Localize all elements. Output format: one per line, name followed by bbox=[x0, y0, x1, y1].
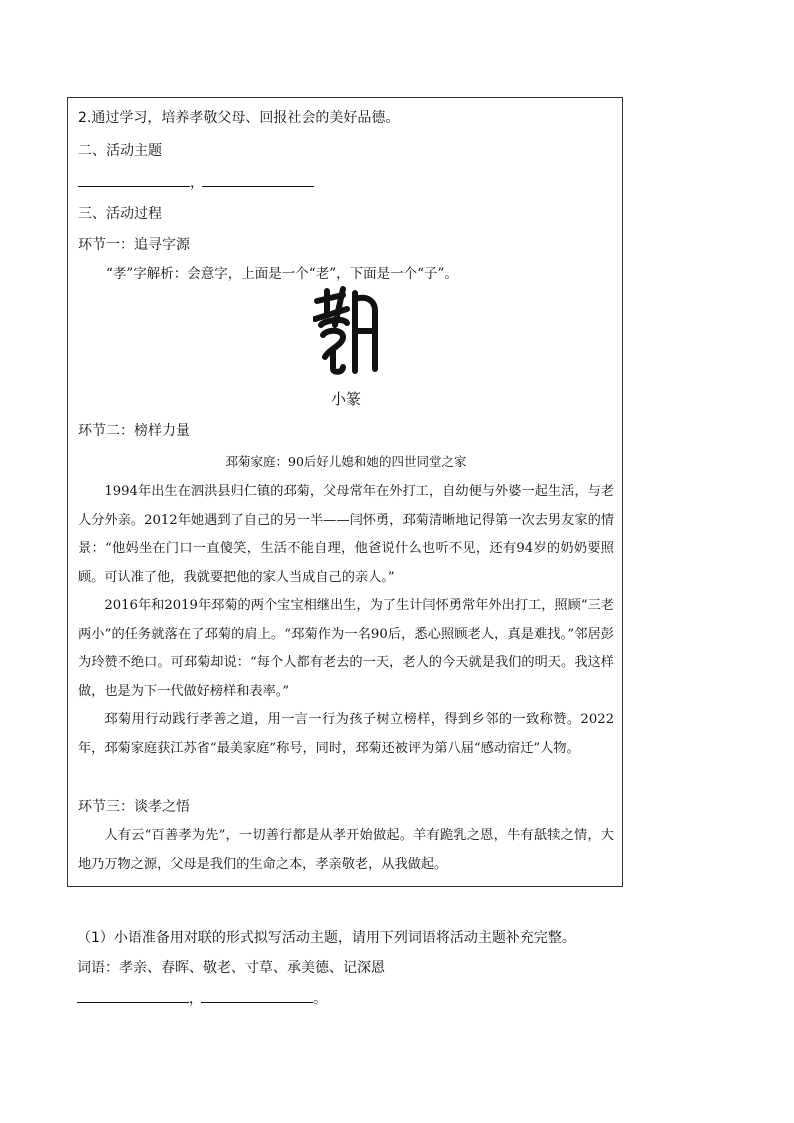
story-paragraph: 1994年出生在泗洪县归仁镇的邳菊，父母常年在外打工，自幼便与外婆一起生活，与老人分外亲。2012年她遇到了自己的另一半——闫怀勇，邳菊清晰地记得第一次去男友家的情景：“他妈坐在门口一直傻笑，生活不能自理，他爸说什么也听不见，还有94岁的奶奶要照顾。可认准了他，我就要把他的家人当成自己的亲人。” bbox=[78, 484, 614, 585]
step2-title: 环节二：榜样力量 bbox=[78, 423, 190, 439]
story-title: 邳菊家庭：90后好儿媳和她的四世同堂之家 bbox=[225, 454, 467, 469]
story-body bbox=[78, 478, 614, 763]
answer-period: 。 bbox=[313, 991, 327, 1007]
answer-comma: ， bbox=[189, 991, 203, 1007]
seal-script-xiao-character bbox=[313, 285, 379, 379]
question-words: 词语：孝亲、春晖、敬老、寸草、承美德、记深恩 bbox=[77, 960, 385, 976]
section-activity-process: 三、活动过程 bbox=[78, 206, 162, 222]
seal-caption: 小篆 bbox=[330, 390, 361, 408]
theme-blank-1[interactable] bbox=[78, 172, 190, 187]
section-activity-theme: 二、活动主题 bbox=[78, 143, 162, 159]
story-paragraph: 邳菊用行动践行孝善之道，用一言一行为孩子树立榜样，得到乡邻的一致称赞。2022年，邳菊家庭获江苏省“最美家庭”称号，同时，邳菊还被评为第八届“感动宿迁”人物。 bbox=[78, 712, 614, 756]
answer-blank-2[interactable] bbox=[201, 988, 313, 1003]
step3-body bbox=[78, 822, 614, 879]
theme-blanks bbox=[78, 172, 314, 193]
step1-text: “孝”字解析：会意字，上面是一个“老”，下面是一个“子”。 bbox=[106, 266, 458, 282]
question-text: （1）小语准备用对联的形式拟写活动主题，请用下列词语将活动主题补充完整。 bbox=[77, 930, 576, 946]
goal-2: 2.通过学习，培养孝敬父母、回报社会的美好品德。 bbox=[78, 110, 400, 126]
theme-blank-2[interactable] bbox=[202, 172, 314, 187]
story-paragraph: 2016年和2019年邳菊的两个宝宝相继出生，为了生计闫怀勇常年外出打工，照顾“三老两小”的任务就落在了邳菊的肩上。“邳菊作为一名90后，悉心照顾老人，真是难找。”邻居彭为玲赞不绝口。可邳菊却说：“每个人都有老去的一天，老人的今天就是我们的明天。我这样做，也是为下一代做好榜样和表率。” bbox=[78, 598, 614, 699]
step3-paragraph: 人有云“百善孝为先”，一切善行都是从孝开始做起。羊有跪乳之恩，牛有舐犊之情，大地乃万物之源，父母是我们的生命之本，孝亲敬老，从我做起。 bbox=[78, 828, 614, 872]
answer-blank-1[interactable] bbox=[77, 988, 189, 1003]
answer-blanks bbox=[77, 988, 327, 1009]
step3-title: 环节三：谈孝之悟 bbox=[78, 799, 190, 815]
theme-comma: ， bbox=[190, 175, 204, 191]
step1-title: 环节一：追寻字源 bbox=[78, 237, 190, 253]
activity-plan-box bbox=[67, 97, 623, 887]
